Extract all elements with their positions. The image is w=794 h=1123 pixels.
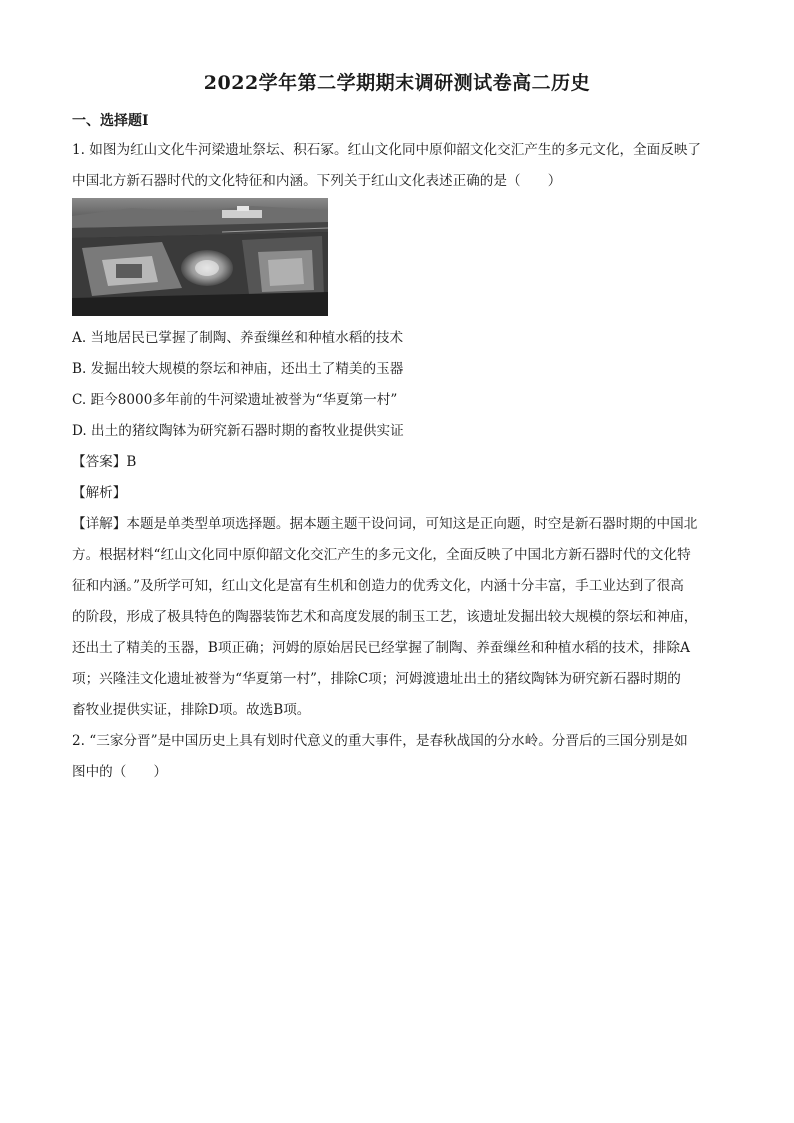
- q1-stem-line-1: 1. 如图为红山文化牛河梁遗址祭坛、积石冢。红山文化同中原仰韶文化交汇产生的多元文化，全面反映了: [72, 142, 702, 158]
- q1-option-b: B. 发掘出较大规模的祭坛和神庙，还出土了精美的玉器: [72, 361, 404, 377]
- q1-analysis-line-6: 项；兴隆洼文化遗址被誉为“华夏第一村”，排除C项；河姆渡遗址出土的猪纹陶钵为研究新石器时期的: [72, 671, 681, 687]
- q1-analysis-line-2: 方。根据材料“红山文化同中原仰韶文化交汇产生的多元文化，全面反映了中国北方新石器时代的文化特: [72, 547, 691, 563]
- q1-analysis-label: 【解析】: [72, 485, 127, 501]
- q1-option-a: A. 当地居民已掌握了制陶、养蚕缫丝和种植水稻的技术: [72, 330, 404, 346]
- q1-analysis-line-7: 畜牧业提供实证，排除D项。故选B项。: [72, 702, 311, 718]
- q1-option-c: C. 距今8000多年前的牛河梁遗址被誉为“华夏第一村”: [72, 392, 398, 408]
- q2-stem-line-2: 图中的（ ）: [72, 764, 168, 780]
- q1-option-d: D. 出土的猪纹陶钵为研究新石器时期的畜牧业提供实证: [72, 423, 404, 439]
- q1-stem-line-2: 中国北方新石器时代的文化特征和内涵。下列关于红山文化表述正确的是（ ）: [72, 173, 562, 189]
- q1-analysis-line-4: 的阶段，形成了极具特色的陶器装饰艺术和高度发展的制玉工艺，该遗址发掘出较大规模的祭坛和神庙，: [72, 609, 698, 625]
- q1-analysis-line-3: 征和内涵。”及所学可知，红山文化是富有生机和创造力的优秀文化，内涵十分丰富，手工业达到了很高: [72, 578, 684, 594]
- section-heading: 一、选择题Ⅰ: [72, 113, 149, 129]
- q2-stem-line-1: 2. “三家分晋”是中国历史上具有划时代意义的重大事件，是春秋战国的分水岭。分晋后的三国分别是如: [72, 733, 688, 749]
- page-title: 2022学年第二学期期末调研测试卷高二历史: [203, 72, 591, 94]
- q1-answer: 【答案】B: [72, 454, 137, 470]
- site-photo-illustration: [72, 198, 328, 316]
- q1-analysis-line-1: 【详解】本题是单类型单项选择题。据本题主题干设问词，可知这是正向题，时空是新石器时期的中国北: [72, 516, 698, 532]
- archaeological-site-photo: [72, 198, 328, 316]
- q1-analysis-line-5: 还出土了精美的玉器，B项正确；河姆的原始居民已经掌握了制陶、养蚕缫丝和种植水稻的技术，排除A: [72, 640, 690, 656]
